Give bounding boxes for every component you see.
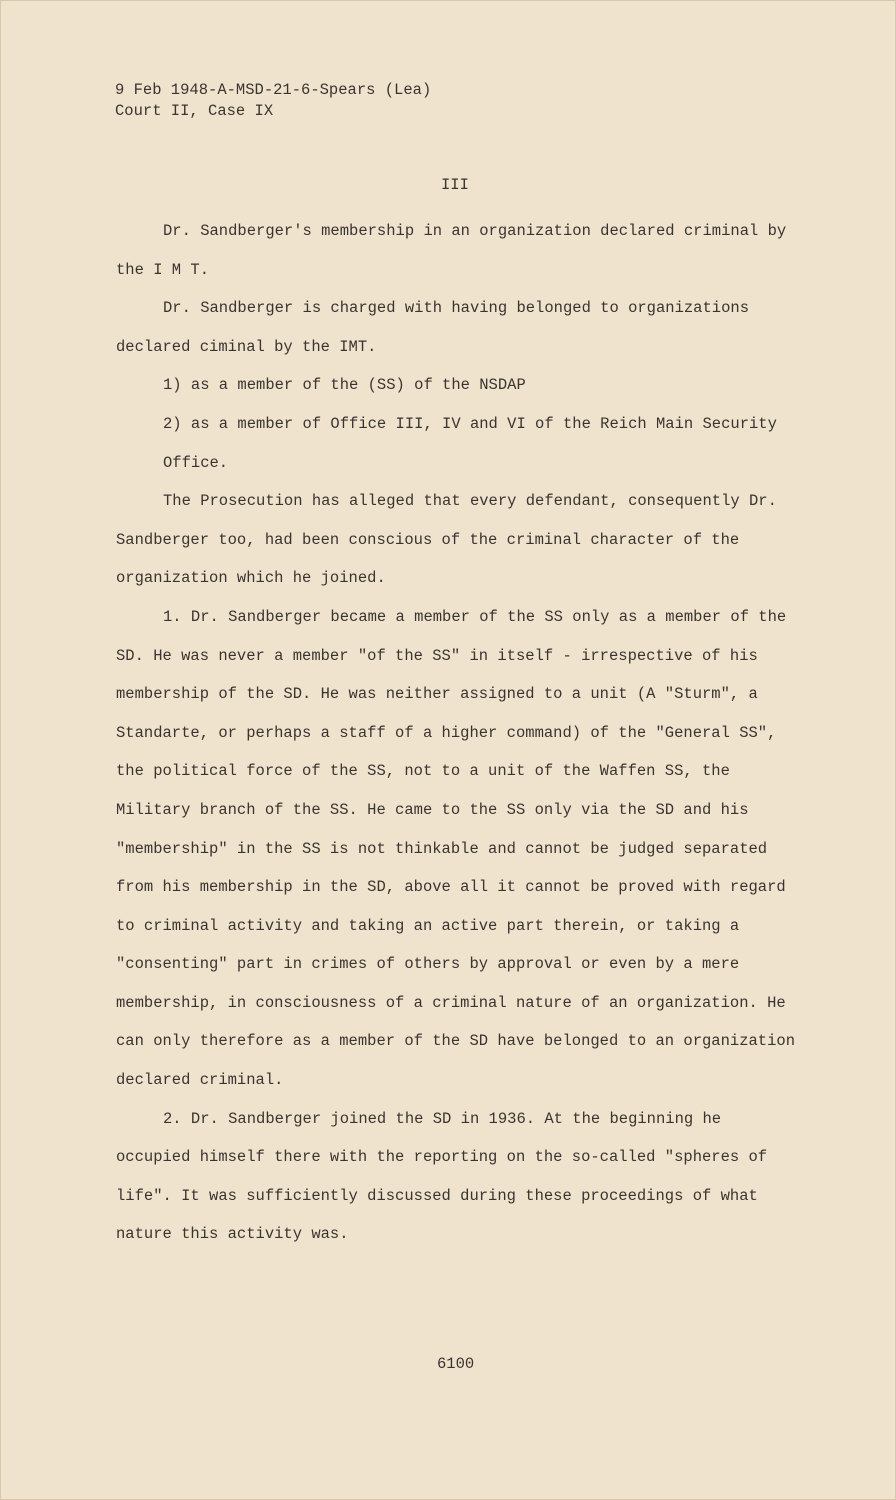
paragraph-point-2: 2. Dr. Sandberger joined the SD in 1936. At the beginning he occupied himself there with the reporting on the so-called "spheres of life". It was sufficiently discussed during these proceedings of what nature this activity was. — [116, 1109, 768, 1244]
paragraph-prosecution: The Prosecution has alleged that every defendant, consequently Dr. Sandberger too, had been conscious of the criminal character of the organization which he joined. — [116, 492, 777, 588]
page-number: 6100 — [437, 1355, 475, 1373]
document-header — [115, 80, 431, 122]
list-item-ss: 1) as a member of the (SS) of the NSDAP — [163, 376, 526, 395]
header-line-court-case: Court II, Case IX — [115, 102, 274, 120]
document-body — [116, 212, 796, 1254]
section-title: III — [441, 176, 469, 194]
paragraph-point-1: 1. Dr. Sandberger became a member of the SS only as a member of the SD. He was never a member "of the SS" in itself - irrespective of his membership of the SD. He was neither assigned to a unit (A "Sturm", a Standarte, or perhaps a staff of a higher command) of the "General SS", the political force of the SS, not to a unit of the Waffen SS, the Military branch of the SS. He came to the SS only via the SD and his "membership" in the SS is not thinkable and cannot be judged separated from his membership in the SD, above all it cannot be proved with regard to criminal activity and taking an active part therein, or taking a "consenting" part in crimes of others by approval or even by a mere membership, in consciousness of a criminal nature of an organization. He can only therefore as a member of the SD have belonged to an organization declared criminal. — [116, 607, 796, 1090]
paragraph-charge: Dr. Sandberger is charged with having belonged to organizations declared ciminal by the IMT. — [116, 299, 749, 356]
list-item-rsha-offices: 2) as a member of Office III, IV and VI of the Reich Main Security Office. — [163, 414, 777, 472]
header-line-date-reference: 9 Feb 1948-A-MSD-21-6-Spears (Lea) — [115, 81, 432, 99]
paragraph-heading: Dr. Sandberger's membership in an organization declared criminal by the I M T. — [116, 222, 787, 279]
